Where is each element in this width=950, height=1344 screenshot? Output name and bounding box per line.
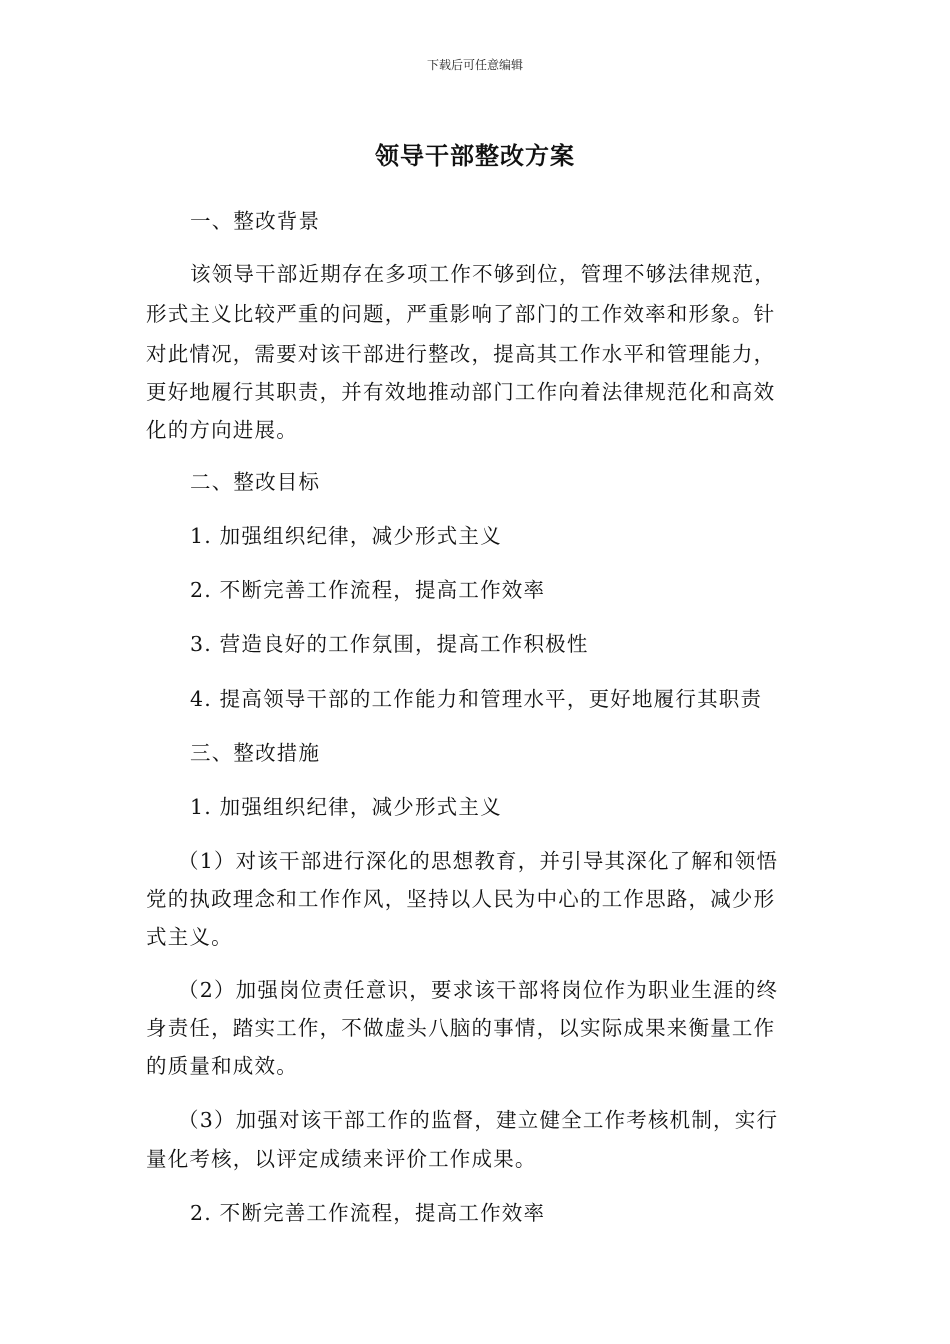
section-heading-goals: 二、整改目标 xyxy=(190,470,321,494)
measure-item-line: 式主义。 xyxy=(146,925,233,949)
goal-item: 4. 提高领导干部的工作能力和管理水平，更好地履行其职责 xyxy=(190,687,763,711)
measure-heading: 1. 加强组织纪律，减少形式主义 xyxy=(190,795,502,819)
background-line: 化的方向进展。 xyxy=(146,418,298,442)
measure-item-line: 的质量和成效。 xyxy=(146,1054,298,1078)
section-heading-measures: 三、整改措施 xyxy=(190,741,321,765)
goal-item: 1. 加强组织纪律，减少形式主义 xyxy=(190,524,502,548)
goal-item: 3. 营造良好的工作氛围，提高工作积极性 xyxy=(190,632,589,656)
section-heading-background: 一、整改背景 xyxy=(190,209,321,233)
measure-item-line: 身责任，踏实工作，不做虚头八脑的事情，以实际成果来衡量工作 xyxy=(146,1016,776,1040)
measure-item-line: 党的执政理念和工作作风，坚持以人民为中心的工作思路，减少形 xyxy=(146,887,776,911)
measure-item-line: 量化考核，以评定成绩来评价工作成果。 xyxy=(146,1147,537,1171)
measure-item-line: （1）对该干部进行深化的思想教育，并引导其深化了解和领悟 xyxy=(178,849,779,873)
measure-heading: 2. 不断完善工作流程，提高工作效率 xyxy=(190,1201,546,1225)
background-line: 对此情况，需要对该干部进行整改，提高其工作水平和管理能力， xyxy=(146,342,776,366)
measure-item-line: （3）加强对该干部工作的监督，建立健全工作考核机制，实行 xyxy=(178,1108,779,1132)
background-line: 该领导干部近期存在多项工作不够到位，管理不够法律规范， xyxy=(190,262,776,286)
background-line: 更好地履行其职责，并有效地推动部门工作向着法律规范化和高效 xyxy=(146,380,776,404)
document-title: 领导干部整改方案 xyxy=(375,142,575,170)
goal-item: 2. 不断完善工作流程，提高工作效率 xyxy=(190,578,546,602)
measure-item-line: （2）加强岗位责任意识，要求该干部将岗位作为职业生涯的终 xyxy=(178,978,779,1002)
header-note: 下载后可任意编辑 xyxy=(426,58,523,72)
background-line: 形式主义比较严重的问题，严重影响了部门的工作效率和形象。针 xyxy=(146,302,776,326)
